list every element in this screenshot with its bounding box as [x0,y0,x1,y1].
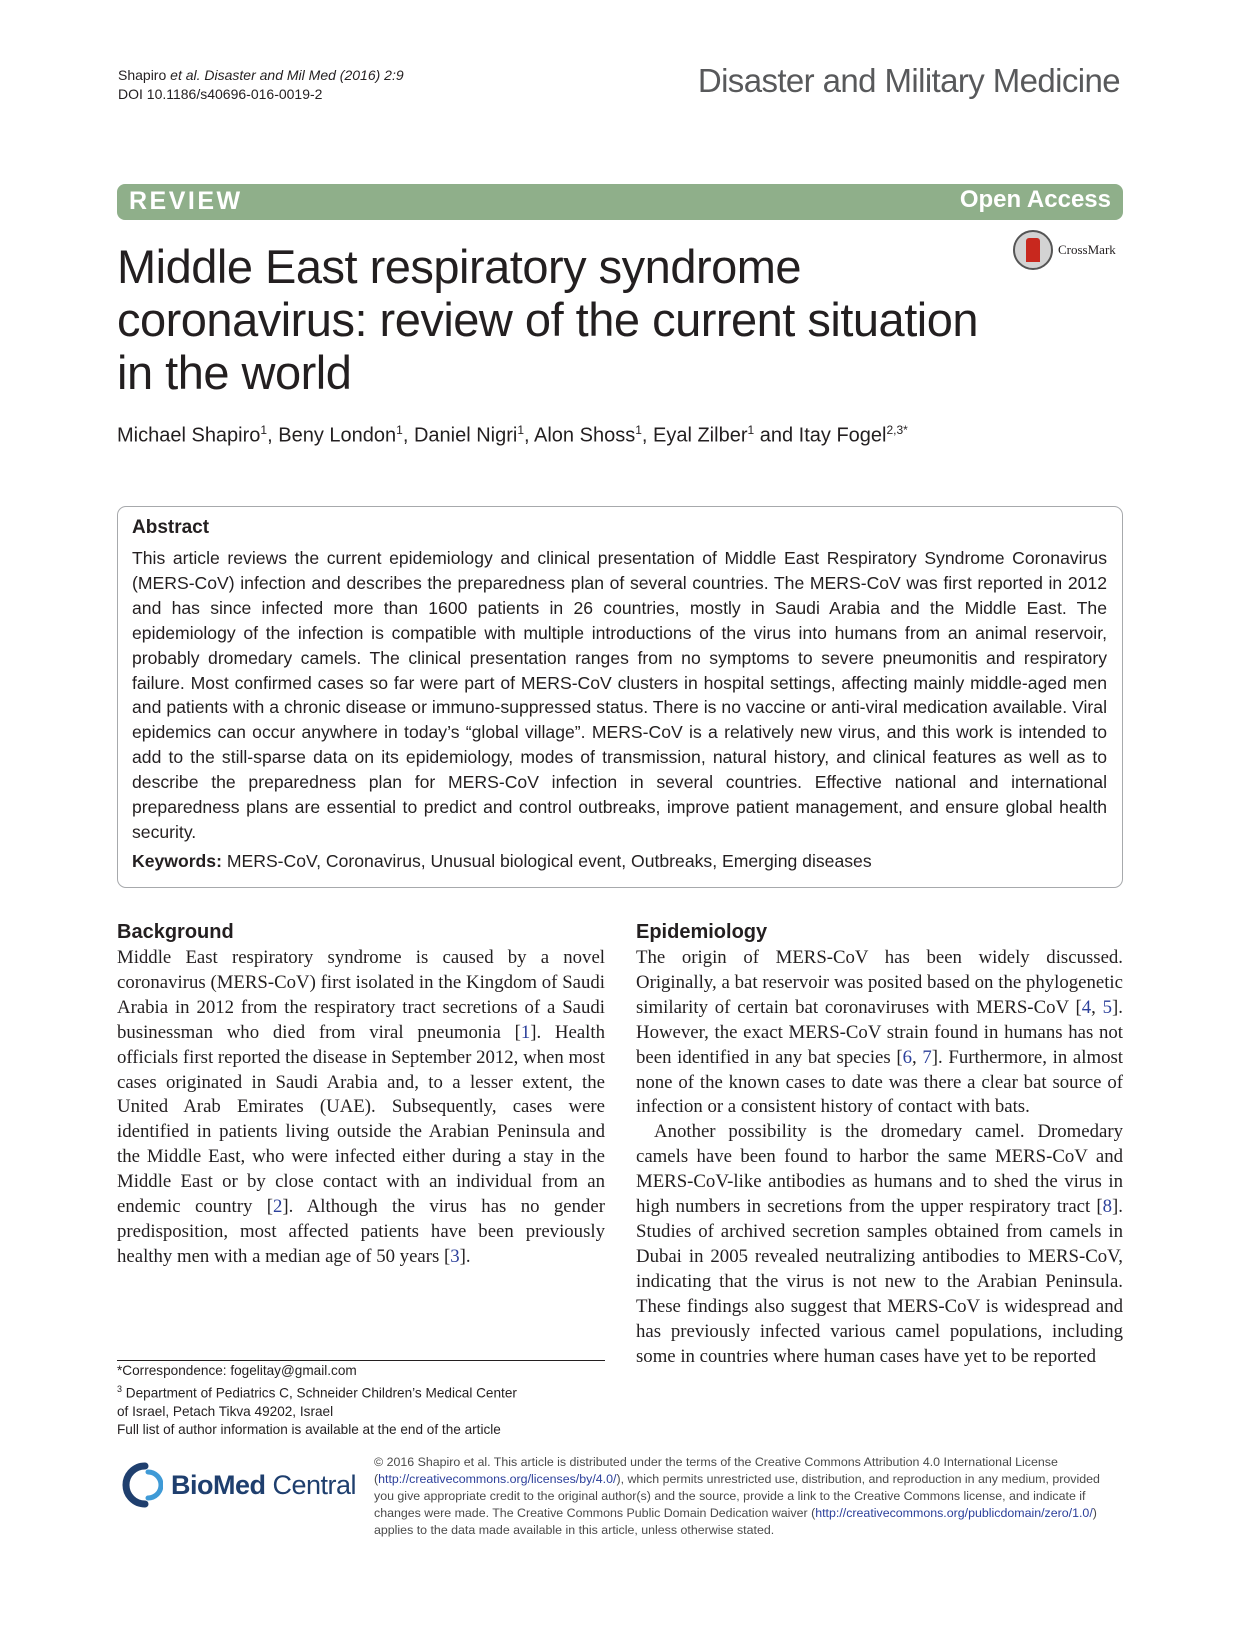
footnotes [117,1362,517,1439]
keywords-label: Keywords: [132,851,222,871]
author-name: Alon Shoss [534,424,636,447]
abstract-heading: Abstract [132,517,210,538]
author-affiliation: 2,3* [886,423,908,437]
keywords-list: MERS-CoV, Coronavirus, Unusual biological event, Outbreaks, Emerging diseases [226,851,872,871]
affiliation-note: $^3$ Department of Pediatrics C, Schneider Children’s Medical Center [117,1384,517,1401]
publisher-logo [117,1462,356,1508]
crossmark-badge[interactable] [1013,230,1116,270]
citation-link[interactable]: 4 [1081,996,1092,1018]
epidemiology-text: The origin of MERS-CoV has been widely discussed. Originally, a bat reservoir was posited based on the phylogenetic similarity of certain bat coronaviruses with MERS-CoV [4, 5]. However, the exact MERS-CoV strain found in humans has not been identified in any bat species [6, 7]. Furthermore, in almost none of the known cases to date was there a clear bat source of infection or a consistent history of contact with bats. Another possibility is the dromedary camel. Dromedary camels have been found to harbor the same MERS-CoV and MERS-CoV-like antibodies as humans and to shed the virus in high numbers in secretions from the upper respiratory tract [8]. Studies of archived secretion samples obtained from camels in Dubai in 2005 revealed neutralizing antibodies to MERS-CoV, indicating that the virus is not new to the Arabian Peninsula. These findings also suggest that MERS-CoV is widespread and has previously infected various camel populations, including some in countries where human cases have yet to be reported [636,947,1123,1367]
article-type-banner [117,184,1123,220]
author-list: Michael Shapiro$^1$, Beny London$^1$, Daniel Nigri$^1$, Alon Shoss$^1$, Eyal Zilber$^1$ and Itay Fogel$^{2,3*}$ [117,423,908,447]
author-name: Daniel Nigri [413,424,518,447]
journal-title: Disaster and Military Medicine [697,62,1120,99]
background-text: Middle East respiratory syndrome is caused by a novel coronavirus (MERS-CoV) first isolated in the Kingdom of Saudi Arabia in 2012 from the respiratory tract secretions of a Saudi businessman who died from viral pneumonia [1]. Health officials first reported the disease in September 2012, when most cases originated in Saudi Arabia and, to a lesser extent, the United Arab Emirates (UAE). Subsequently, cases were identified in patients living outside the Arabian Peninsula and the Middle East, who were infected either during a stay in the Middle East or by close contact with an individual from an endemic country [2]. Although the virus has no gender predisposition, most affected patients have been previously healthy men with a median age of 50 years [3]. [117,947,605,1267]
author-affiliation: 1 [260,423,268,437]
public-domain-link[interactable]: http://creativecommons.org/publicdomain/zero/1.0/ [815,1506,1093,1520]
citation-link[interactable]: 5 [1102,996,1113,1018]
author-info-note: Full list of author information is available at the end of the article [117,1421,501,1437]
citation-etal: et al. [170,67,201,83]
doi: DOI 10.1186/s40696-016-0019-2 [118,86,323,102]
author-affiliation: 1 [517,423,524,437]
citation-author: Shapiro [118,67,167,83]
author-affiliation: 1 [396,423,403,437]
article-type-label: REVIEW [129,187,243,215]
citation-link[interactable]: 7 [922,1046,932,1068]
citation-journal: Disaster and Mil Med [204,67,336,83]
author-affiliation: 1 [747,423,755,437]
citation-volume: (2016) 2:9 [339,67,404,83]
crossmark-label: CrossMark [1058,242,1116,257]
abstract-text: This article reviews the current epidemiology and clinical presentation of Middle East Respiratory Syndrome Coronavirus (MERS-CoV) infection and describes the preparedness plan of several countries. The MERS-CoV was first reported in 2012 and has since infected more than 1600 patients in 26 countries, mostly in Saudi Arabia and the Middle East. The epidemiology of the infection is compatible with multiple introductions of the virus into humans from an animal reservoir, probably dromedary camels. The clinical presentation ranges from no symptoms to severe pneumonitis and respiratory failure. Most confirmed cases so far were part of MERS-CoV clusters in hospital settings, affecting mainly middle-aged men and patients with a chronic disease or immuno-suppressed status. There is no vaccine or anti-viral medication available. Viral epidemics can occur anywhere in today’s “global village”. MERS-CoV is a relatively new virus, and this work is intended to add to the still-sparse data on its epidemiology, modes of transmission, natural history, and clinical features as well as to describe the preparedness plan for MERS-CoV infection in several countries. Effective national and international preparedness plans are essential to predict and control outbreaks, improve patient management, and ensure global health security. [132,548,1107,842]
correspondence: *Correspondence: fogelitay@gmail.com [117,1363,357,1378]
crossmark-icon [1013,230,1053,270]
keywords [132,851,872,872]
citation-header [118,66,404,104]
abstract-box [117,506,1123,888]
citation-link[interactable]: 2 [273,1196,283,1218]
citation-link[interactable]: 8 [1102,1196,1113,1218]
footnote-divider [117,1360,605,1361]
author-name: Eyal Zilber [653,424,748,447]
open-access-label: Open Access [959,186,1111,213]
license-text: © 2016 Shapiro et al. This article is distributed under the terms of the Creative Commons Attribution 4.0 International License (http://creativecommons.org/licenses/by/4.0/), which permits unrestricted use, distribution, and reproduction in any medium, provided you give appropriate credit to the original author(s) and the source, provide a link to the Creative Commons license, and indicate if changes were made. The Creative Commons Public Domain Dedication waiver (http://creativecommons.org/publicdomain/zero/1.0/) applies to the data made available in this article, unless otherwise stated. [374,1455,1100,1537]
affiliation-note-cont: of Israel, Petach Tikva 49202, Israel [117,1403,334,1419]
publisher-name: BioMed Central [171,1469,357,1500]
article-title: Middle East respiratory syndrome coronavirus: review of the current situation in the world [117,240,978,399]
citation-link[interactable]: 1 [520,1021,531,1043]
citation-link[interactable]: 6 [902,1046,912,1068]
citation-link[interactable]: 3 [450,1245,460,1267]
license-link[interactable]: http://creativecommons.org/licenses/by/4.0/ [378,1472,617,1486]
background-heading: Background [117,921,234,943]
author-name: Itay Fogel [798,424,887,447]
author-name: Beny London [278,424,397,447]
author-affiliation: 1 [635,423,642,437]
author-name: Michael Shapiro [117,424,261,447]
biomed-central-logo-icon [117,1462,163,1508]
epidemiology-heading: Epidemiology [636,921,768,943]
